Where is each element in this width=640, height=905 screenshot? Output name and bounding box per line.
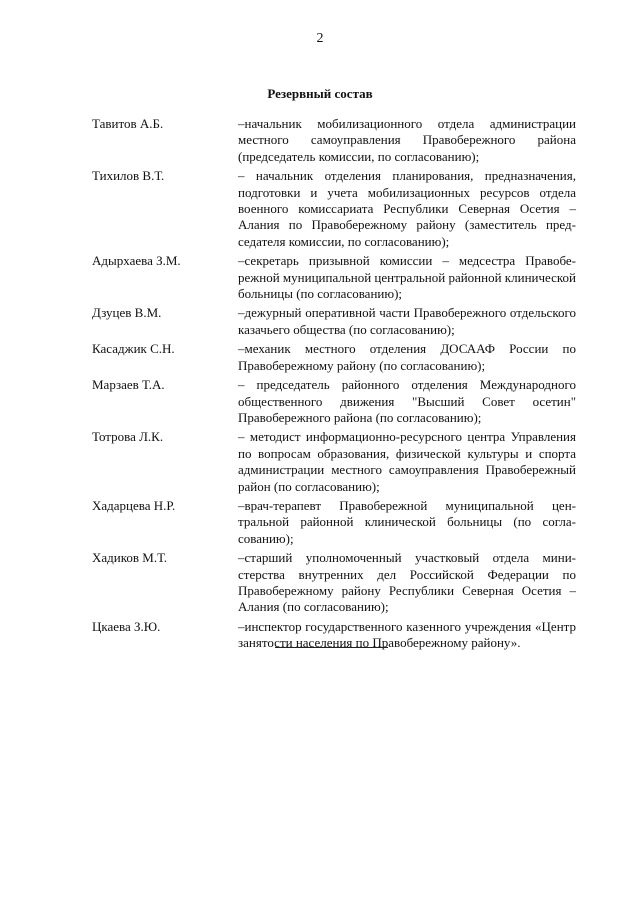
member-role: –механик местного отделения ДОСААФ России по Правобережному району (по согласованию); <box>238 341 576 373</box>
page-number: 2 <box>316 31 324 46</box>
member-name: Хадиков М.Т. <box>92 550 167 566</box>
member-name: Тавитов А.Б. <box>92 116 164 131</box>
member-row <box>92 498 576 547</box>
member-name: Марзаев Т.А. <box>92 377 165 393</box>
member-name: Цкаева З.Ю. <box>92 618 161 634</box>
member-row <box>92 253 576 302</box>
section-title: Резервный состав <box>267 86 373 101</box>
member-role: –инспектор государственного казенного учреждения «Центр занятости населения по Правобережному району». <box>238 618 576 651</box>
member-role: –секретарь призывной комиссии – медсестра Правобережной муниципальной центральной районной клинической больницы (по согласованию); <box>238 253 576 302</box>
member-name: Касаджик С.Н. <box>92 341 175 357</box>
member-row <box>92 116 576 165</box>
member-name: Тихилов В.Т. <box>92 168 165 184</box>
member-role: – методист информационно-ресурсного центра Управления по вопросам образования, физической культуры и спорта администрации местного самоуправления Правобережный район (по согласованию); <box>238 429 576 494</box>
member-role: – начальник отделения планирования, предназначения, подготовки и учета мобилизационных ресурсов отдела военного комиссариата Республики Северная Осетия – Алания по Правобережному району (заместитель председателя комиссии, по согласованию); <box>238 168 576 249</box>
member-role: – председатель районного отделения Международного общественного движения "Высший Совет осетин" Правобережного района (по согласованию); <box>238 377 576 425</box>
member-role: –начальник мобилизационного отдела администрации местного самоуправления Правобережного района (председатель комиссии, по согласованию); <box>238 116 576 164</box>
member-role: –врач-терапевт Правобережной муниципальной центральной районной клинической больницы (по согласованию); <box>238 497 576 546</box>
member-row <box>92 168 576 250</box>
member-name: Дзуцев В.М. <box>92 305 162 321</box>
member-row <box>92 305 576 338</box>
member-name: Тотрова Л.К. <box>92 429 164 445</box>
end-rule-divider <box>275 647 388 648</box>
member-row <box>92 429 576 495</box>
member-row <box>92 550 576 616</box>
member-role: –дежурный оперативной части Правобережного отдельского казачьего общества (по согласованию); <box>238 305 576 337</box>
member-row <box>92 377 576 426</box>
member-row <box>92 341 576 374</box>
member-role: –старший уполномоченный участковый отдела министерства внутренних дел Российской Федерации по Правобережному району Республики Северная Осетия – Алания (по согласованию); <box>238 550 576 615</box>
member-name: Адырхаева З.М. <box>92 253 181 269</box>
member-name: Хадарцева Н.Р. <box>92 497 176 513</box>
members-list <box>92 116 576 655</box>
